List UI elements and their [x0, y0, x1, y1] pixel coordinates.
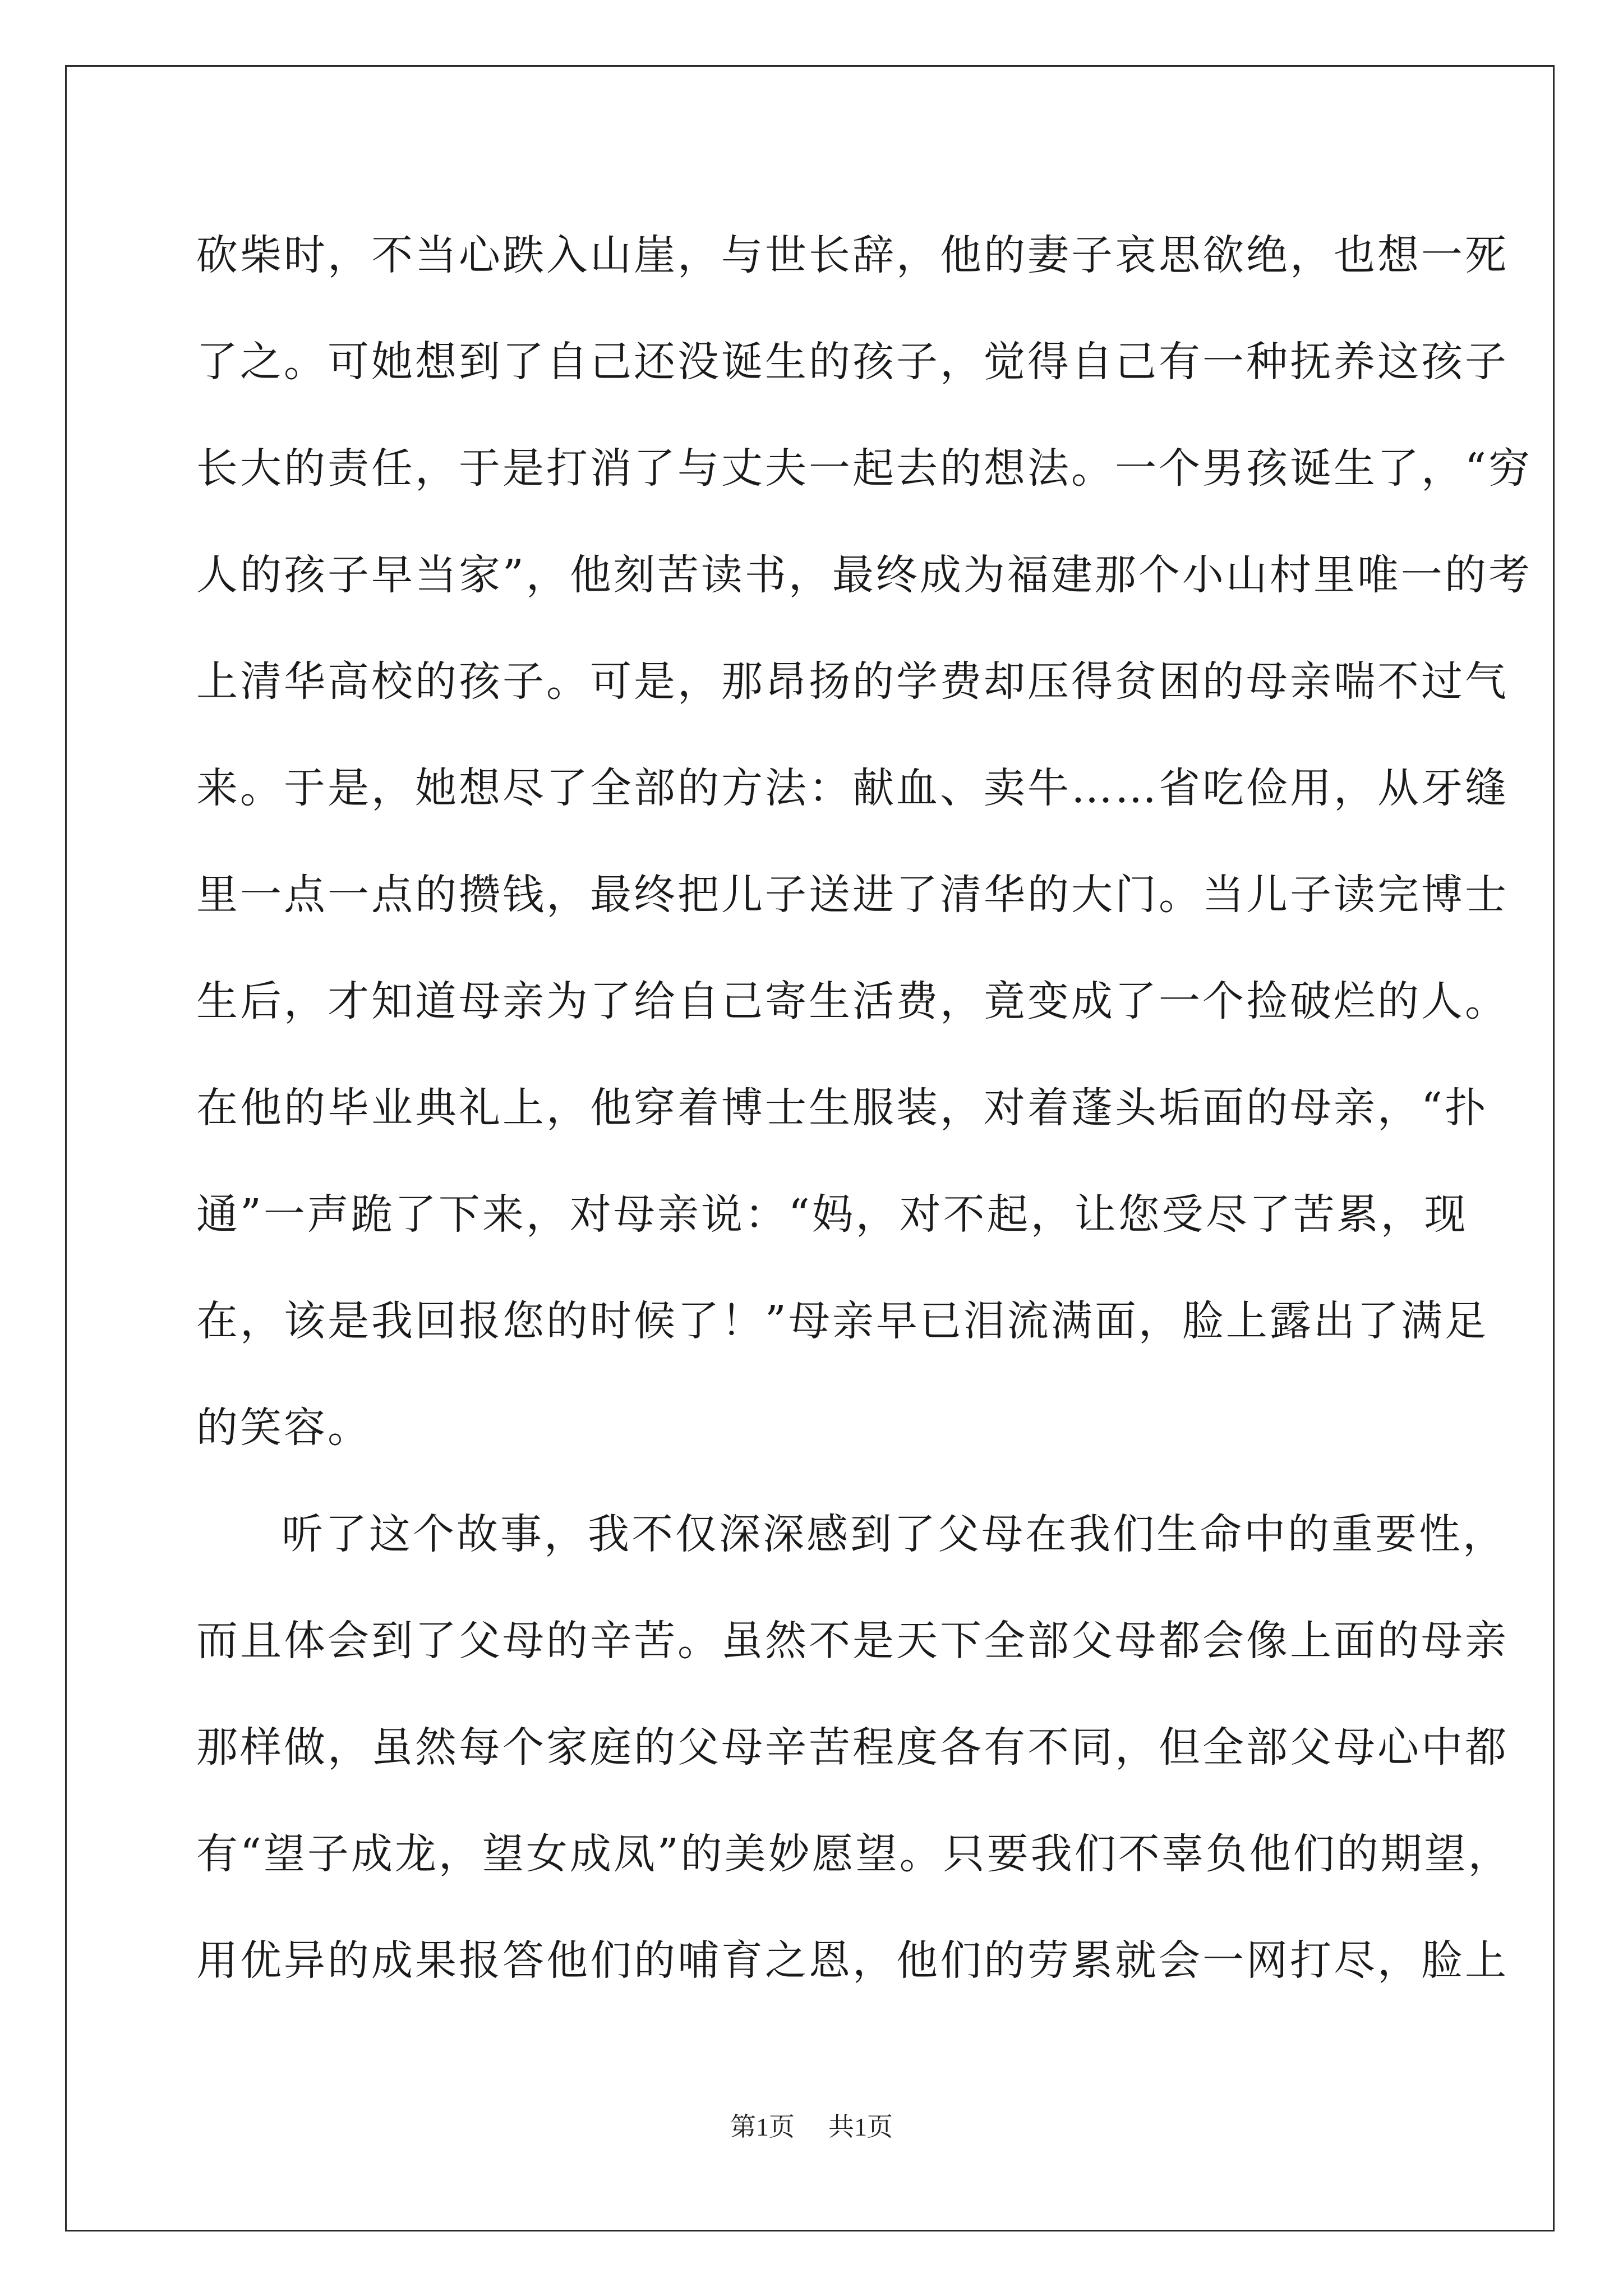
paragraph-first-line: 听了这个故事，我不仅深深感到了父母在我们生命中的重要性， — [282, 1510, 1506, 1558]
text-line: 通”一声跪了下来，对母亲说：“妈，对不起，让您受尽了苦累，现 — [196, 1190, 1468, 1239]
text-line: 上清华高校的孩子。可是，那昂扬的学费却压得贫困的母亲喘不过气 — [196, 657, 1509, 706]
text-line: 那样做，虽然每个家庭的父母辛苦程度各有不同，但全部父母心中都 — [196, 1723, 1509, 1772]
text-line: 人的孩子早当家”，他刻苦读书，最终成为福建那个小山村里唯一的考 — [196, 551, 1532, 599]
page-number: 第1页 — [730, 2113, 795, 2141]
text-line: 了之。可她想到了自己还没诞生的孩子，觉得自己有一种抚养这孩子 — [196, 338, 1509, 386]
text-line: 生后，才知道母亲为了给自己寄生活费，竟变成了一个捡破烂的人。 — [196, 977, 1509, 1025]
text-line: 长大的责任，于是打消了与丈夫一起去的想法。一个男孩诞生了，“穷 — [196, 444, 1532, 493]
page-total: 共1页 — [828, 2113, 893, 2141]
text-line: 砍柴时，不当心跌入山崖，与世长辞，他的妻子哀思欲绝，也想一死 — [196, 231, 1509, 279]
text-line: 的笑容。 — [196, 1404, 371, 1452]
text-line: 用优异的成果报答他们的哺育之恩，他们的劳累就会一网打尽，脸上 — [196, 1936, 1509, 1985]
page-footer — [0, 2110, 1623, 2144]
text-line: 来。于是，她想尽了全部的方法：献血、卖牛……省吃俭用，从牙缝 — [196, 764, 1509, 812]
text-line: 里一点一点的攒钱，最终把儿子送进了清华的大门。当儿子读完博士 — [196, 871, 1509, 919]
text-line: 在他的毕业典礼上，他穿着博士生服装，对着蓬头垢面的母亲，“扑 — [196, 1084, 1488, 1132]
text-line: 有“望子成龙，望女成凤”的美妙愿望。只要我们不辜负他们的期望， — [196, 1830, 1512, 1878]
text-line: 在，该是我回报您的时候了！”母亲早已泪流满面，脸上露出了满足 — [196, 1297, 1488, 1345]
text-line: 而且体会到了父母的辛苦。虽然不是天下全部父母都会像上面的母亲 — [196, 1617, 1509, 1665]
